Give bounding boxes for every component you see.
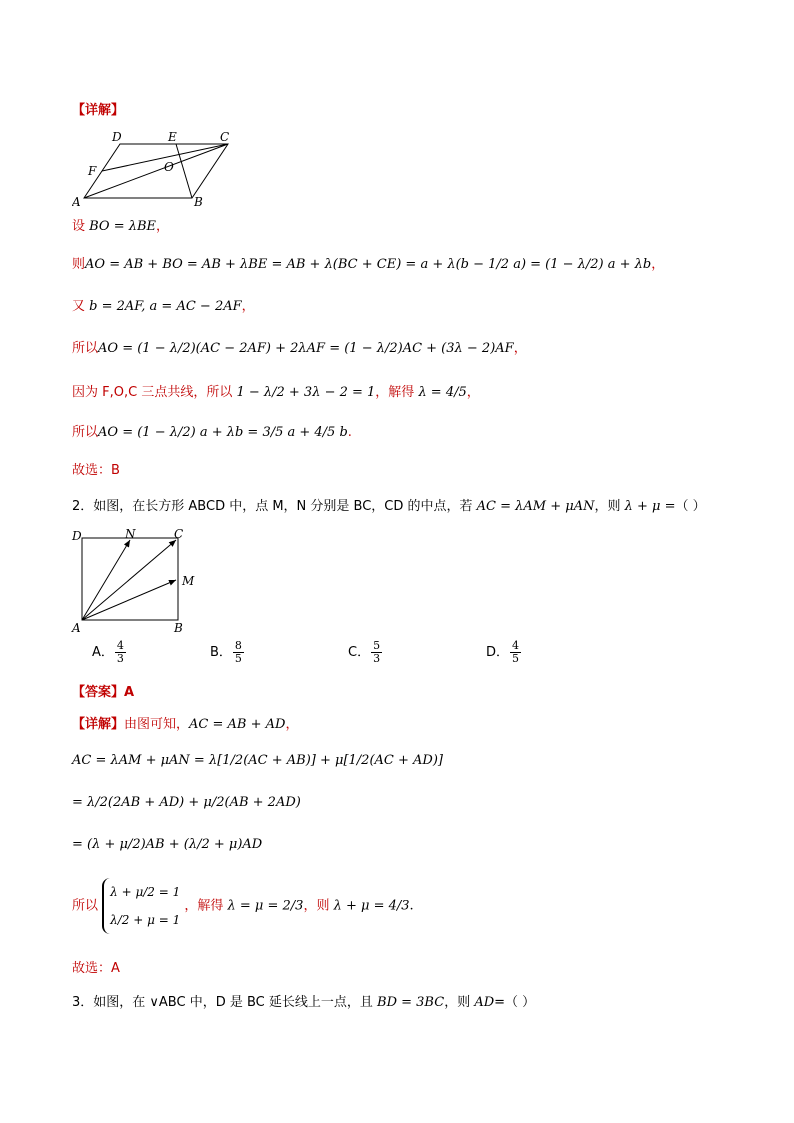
fig2-label-b: B	[174, 621, 183, 635]
option-a[interactable]: A． $\frac{4}{3}$	[92, 639, 124, 665]
fig1-label-d: D	[112, 130, 122, 144]
detail1-line4: 所以AO = (1 − λ/2)(AC − 2AF) + 2λAF = (1 − λ/2)AC + (3λ − 2)AF，	[72, 341, 527, 356]
choose-2: 故选：A	[72, 961, 120, 976]
choose-1: 故选：B	[72, 463, 120, 478]
equation-system: λ + μ/2 = 1 λ/2 + μ = 1	[102, 878, 180, 934]
detail1-line2: 则AO = AB + BO = AB + λBE = AB + λ(BC + CE) = a + λ(b − 1/2 a) = (1 − λ/2) a + λb，	[72, 257, 665, 272]
detail2-line2: AC = λAM + μAN = λ[1/2(AC + AB)] + μ[1/2(AC + AD)]	[72, 753, 443, 768]
detail-heading-1: 【详解】	[72, 103, 125, 118]
fig2-label-d: D	[72, 529, 82, 543]
fig1-label-f: F	[88, 164, 97, 178]
fig1-label-b: B	[194, 195, 203, 208]
detail1-line3: 又 b = 2AF, a = AC − 2AF，	[72, 299, 255, 314]
option-d[interactable]: D． $\frac{4}{5}$	[486, 639, 520, 665]
fig2-label-a: A	[72, 621, 81, 635]
fig1-label-o: O	[164, 160, 174, 174]
option-c[interactable]: C． $\frac{5}{3}$	[348, 639, 381, 665]
q3-stem: 3．如图，在 ∨ABC 中，D 是 BC 延长线上一点，且 BD = 3BC，则 AD=（ ）	[72, 995, 536, 1010]
q2-stem: 2．如图，在长方形 ABCD 中，点 M，N 分别是 BC，CD 的中点，若 AC = λAM + μAN，则 λ + μ =（ ）	[72, 499, 706, 514]
detail1-line1: 设 BO = λBE，	[72, 219, 170, 234]
detail2-line1: 【详解】由图可知，AC = AB + AD，	[72, 717, 299, 732]
figure-rectangle	[70, 528, 210, 636]
answer-2: 【答案】A	[72, 685, 135, 700]
fig2-label-c: C	[174, 528, 184, 541]
fig1-label-c: C	[220, 130, 230, 144]
option-b[interactable]: B． $\frac{8}{5}$	[210, 639, 242, 665]
detail1-line6: 所以AO = (1 − λ/2) a + λb = 3/5 a + 4/5 b.	[72, 425, 352, 440]
fig2-label-n: N	[125, 528, 136, 541]
detail2-line4: = (λ + μ/2)AB + (λ/2 + μ)AD	[72, 837, 263, 852]
detail1-line5: 因为 F,O,C 三点共线，所以 1 − λ/2 + 3λ − 2 = 1，解得 λ = 4/5，	[72, 385, 480, 400]
detail2-line5: 所以 λ + μ/2 = 1 λ/2 + μ = 1 ，解得 λ = μ = 2/3，则 λ + μ = 4/3.	[72, 878, 414, 934]
detail2-line3: = λ/2(2AB + AD) + μ/2(AB + 2AD)	[72, 795, 301, 810]
figure-parallelogram	[72, 128, 242, 208]
fig2-label-m: M	[182, 574, 195, 588]
fig1-label-e: E	[168, 130, 177, 144]
fig1-label-a: A	[72, 195, 81, 208]
